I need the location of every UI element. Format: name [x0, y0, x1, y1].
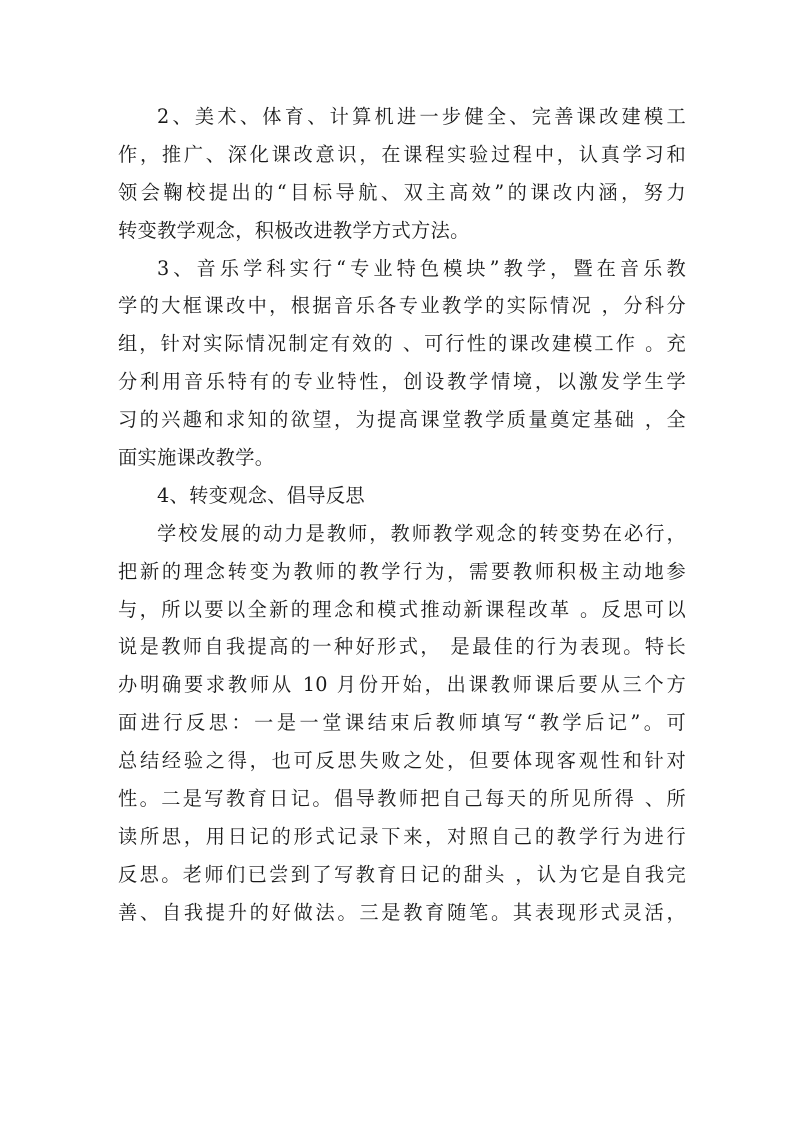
text-line: 2、美术、体育、计算机进一步健全、完善课改建模工 [157, 105, 686, 128]
paragraph-item-3 [118, 250, 686, 477]
text-line: 把新的理念转变为教师的教学行为，需要教师积极主动地参 [118, 559, 686, 583]
paragraph-item-2 [118, 98, 686, 250]
text-line: 总结经验之得，也可反思失败之处，但要体现客观性和针对 [118, 749, 686, 773]
text-line: 3、音乐学科实行“专业特色模块”教学，暨在音乐教 [157, 256, 686, 280]
text-line: 学的大框课改中，根据音乐各专业教学的实际情况 ，分科分 [118, 294, 686, 318]
text-line: 与，所以要以全新的理念和模式推动新课程改革 。反思可以 [118, 597, 686, 621]
text-line: 转变教学观念，积极改进教学方式方法。 [118, 218, 470, 242]
document-body [118, 98, 686, 932]
text-line: 读所思，用日记的形式记录下来，对照自己的教学行为进行 [118, 824, 686, 848]
text-line: 分利用音乐特有的专业特性，创设教学情境，以激发学生学 [118, 370, 686, 394]
text-line: 说是教师自我提高的一种好形式， 是最佳的行为表现。特长 [118, 635, 686, 659]
text-line: 办明确要求教师从 10 月份开始，出课教师课后要从三个方 [118, 673, 686, 697]
paragraph-reflection [118, 515, 686, 932]
text-line: 领会鞠校提出的“目标导航、双主高效”的课改内涵，努力 [118, 180, 686, 204]
text-line: 面实施课改教学。 [118, 446, 275, 470]
text-line: 习的兴趣和求知的欲望，为提高课堂教学质量奠定基础 ，全 [118, 408, 686, 432]
text-line: 作，推广、深化课改意识，在课程实验过程中，认真学习和 [118, 142, 686, 166]
text-line: 面进行反思：一是一堂课结束后教师填写“教学后记”。可 [118, 711, 686, 735]
text-line: 学校发展的动力是教师，教师教学观念的转变势在必行， [157, 521, 686, 545]
text-line: 性。二是写教育日记。倡导教师把自己每天的所见所得 、所 [118, 787, 686, 811]
text-line: 组，针对实际情况制定有效的 、可行性的课改建模工作 。充 [118, 332, 686, 356]
text-line: 善、自我提升的好做法。三是教育随笔。其表现形式灵活， [118, 900, 686, 924]
text-line: 反思。老师们已尝到了写教育日记的甜头 ，认为它是自我完 [118, 862, 686, 886]
heading-line: 4、转变观念、倡导反思 [157, 483, 365, 507]
section-heading-4 [118, 477, 686, 515]
